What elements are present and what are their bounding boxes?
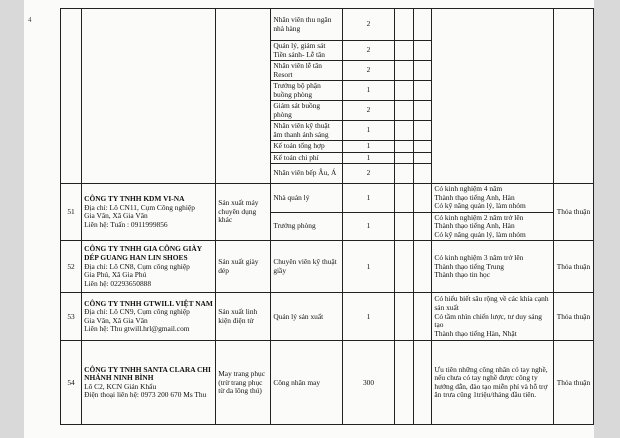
qty-cell: 1 <box>342 81 394 101</box>
company-name: CÔNG TY TNHH SANTA CLARA CHI NHÁNH NINH BÌNH <box>84 364 211 383</box>
position-cell: Nhà quản lý <box>271 184 343 213</box>
company-address: Địa chỉ: Lô CN11, Cụm Công nghiệp <box>84 202 195 212</box>
salary-cell: Thỏa thuận <box>553 293 593 341</box>
company-cell <box>82 241 216 293</box>
salary-cell: Thỏa thuận <box>553 341 593 425</box>
position-cell: Quản lý, giám sát Tiền sảnh- Lễ tân <box>271 41 343 61</box>
company-address: Gia Vân, Xã Gia Vân <box>84 211 148 221</box>
position-cell: Nhân viên bếp Âu, Á <box>271 164 343 184</box>
company-cell <box>82 341 216 425</box>
company-contact: Liên hệ: Thu gtwill.hrl@gmail.com <box>84 324 190 334</box>
stt-cell: 54 <box>61 341 82 425</box>
employer-table <box>60 8 594 425</box>
company-contact: Liên hệ: 02293650888 <box>84 278 152 288</box>
position-cell: Nhân viên thu ngân nhà hàng <box>271 9 343 41</box>
requirement-cell: Có kinh nghiệm 2 năm trở lên Thành thạo tiếng Anh, Hàn Có kỹ năng quản lý, làm nhóm <box>432 212 553 241</box>
position-cell: Chuyên viên kỹ thuật giầy <box>271 241 343 293</box>
qty-cell: 2 <box>342 61 394 81</box>
qty-cell: 1 <box>342 152 394 164</box>
company-contact: Điện thoại liên hệ: 0973 200 670 Ms Thu <box>84 390 207 400</box>
company-address: Gia Phú, Xã Gia Phú <box>84 270 147 280</box>
table-row <box>61 241 594 293</box>
industry-cell: Sản xuất linh kiện điện tử <box>216 293 271 341</box>
salary-cell <box>553 9 593 184</box>
requirement-cell: Có kinh nghiệm 4 năm Thành thạo tiếng Anh, Hàn Có kỹ năng quản lý, làm nhóm <box>432 184 553 213</box>
position-cell: Giám sát buồng phòng <box>271 101 343 121</box>
company-name: CÔNG TY TNHH GTWILL VIỆT NAM <box>84 298 213 308</box>
qty-cell: 1 <box>342 184 394 213</box>
salary-cell: Thỏa thuận <box>553 241 593 293</box>
qty-cell: 1 <box>342 293 394 341</box>
table-row <box>61 341 594 425</box>
requirement-cell: Ưu tiên những công nhân có tay nghề, nếu chưa có tay nghề được công ty hướng dẫn, đào tạo miễn phí và hỗ trợ ăn trưa cũng 1triệu/tháng đầu tiên. <box>432 341 553 425</box>
qty-cell: 1 <box>342 212 394 241</box>
company-cell <box>82 9 216 184</box>
table-row <box>61 9 594 41</box>
stt-cell <box>61 9 82 184</box>
company-contact: Liên hệ: Tuấn : 0911999856 <box>84 219 168 229</box>
stt-cell: 53 <box>61 293 82 341</box>
company-name: CÔNG TY TNHH KDM VI-NA <box>84 194 185 204</box>
qty-cell: 1 <box>342 141 394 153</box>
qty-cell: 1 <box>342 241 394 293</box>
document-page <box>24 0 594 438</box>
qty-cell: 300 <box>342 341 394 425</box>
position-cell: Kế toán tổng hợp <box>271 141 343 153</box>
position-cell: Trưởng phòng <box>271 212 343 241</box>
industry-cell: Sản xuất máy chuyên dụng khác <box>216 184 271 241</box>
qty-cell: 2 <box>342 41 394 61</box>
page-marker: 4 <box>28 16 32 24</box>
position-cell: Nhân viên lễ tân Resort <box>271 61 343 81</box>
company-cell <box>82 184 216 241</box>
qty-cell: 2 <box>342 164 394 184</box>
stt-cell: 51 <box>61 184 82 241</box>
table-row <box>61 293 594 341</box>
qty-cell: 1 <box>342 121 394 141</box>
stt-cell: 52 <box>61 241 82 293</box>
company-name: CÔNG TY TNHH GIA CÔNG GIÀY DÉP GUANG HAN LIN SHOES <box>84 244 202 262</box>
industry-cell: Sản xuất giày dép <box>216 241 271 293</box>
requirement-cell: Có hiểu biết sâu rộng về các khía cạnh sản xuất Có tầm nhìn chiến lược, tư duy sáng tạo Thành thạo tiếng Hàn, Nhật <box>432 293 553 341</box>
industry-cell: May trang phục (trừ trang phục từ da lông thú) <box>216 341 271 425</box>
qty-cell: 2 <box>342 9 394 41</box>
requirement-cell: Có kinh nghiệm 3 năm trở lên Thành thạo tiếng Trung Thành thạo tin học <box>432 241 553 293</box>
salary-cell: Thỏa thuận <box>553 184 593 241</box>
position-cell: Trưởng bộ phận buồng phòng <box>271 81 343 101</box>
table-row <box>61 184 594 213</box>
position-cell: Quản lý sản xuất <box>271 293 343 341</box>
position-cell: Công nhân may <box>271 341 343 425</box>
company-address: Địa chỉ: Lô CN9, Cụm công nghiệp <box>84 307 190 317</box>
qty-cell: 2 <box>342 101 394 121</box>
position-cell: Kế toán chi phí <box>271 152 343 164</box>
requirement-cell <box>432 9 553 184</box>
company-address: Gia Vân, Xã Gia Vân <box>84 315 148 325</box>
company-address: Địa chỉ: Lô CN8, Cụm công nghiệp <box>84 261 190 271</box>
company-cell <box>82 293 216 341</box>
company-address: Lô C2, KCN Gián Khẩu <box>84 381 157 391</box>
position-cell: Nhân viên kỹ thuật âm thanh ánh sáng <box>271 121 343 141</box>
industry-cell <box>216 9 271 184</box>
